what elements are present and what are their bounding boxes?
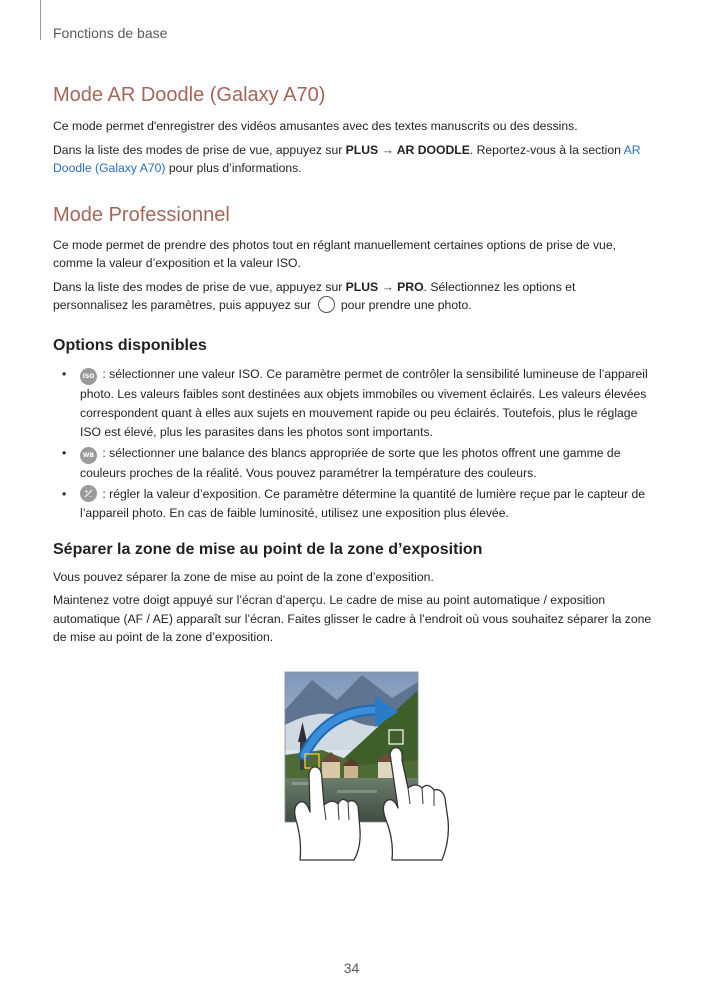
option-iso (53, 365, 653, 442)
section-header: Fonctions de base (53, 25, 168, 41)
separate-zones-intro: Vous pouvez séparer la zone de mise au point de la zone d’exposition. (53, 569, 434, 584)
pro-mode-instructions (53, 278, 653, 315)
option-wb (53, 444, 653, 483)
ar-doodle-instr-text-2: . Reportez-vous à la section (469, 142, 624, 157)
ar-doodle-instr-text: Dans la liste des modes de prise de vue, appuyez sur (53, 142, 346, 157)
exposure-icon (80, 485, 97, 502)
option-wb-text: : sélectionner une balance des blancs appropriée de sorte que les photos offrent une gamme de couleurs proches de la réalité. Vous pouvez paramétrer la température des couleurs. (80, 445, 621, 480)
pro-instr-text-2: . Sélectionnez les options et personnalisez les paramètres, puis appuyez sur (53, 279, 576, 312)
options-list (53, 365, 653, 523)
pro-instr-text: Dans la liste des modes de prise de vue, appuyez sur (53, 279, 346, 294)
plus-label: PLUS (345, 142, 379, 157)
ar-doodle-section-link[interactable]: AR Doodle (Galaxy A70) (53, 142, 641, 175)
svg-text:-: - (89, 493, 92, 500)
option-exposure (53, 485, 653, 523)
arrow-glyph: → (378, 142, 397, 157)
ar-doodle-intro: Ce mode permet d'enregistrer des vidéos amusantes avec des textes manuscrits ou des dessins. (53, 119, 578, 133)
bullet: • (62, 445, 67, 460)
separate-zones-heading: Séparer la zone de mise au point de la zone d’exposition (53, 540, 483, 558)
pro-mode-label: PRO (397, 279, 424, 294)
option-iso-text: : sélectionner une valeur ISO. Ce paramètre permet de contrôler la sensibilité lumineuse de l’appareil photo. Les valeurs faibles sont destinées aux objets immobiles ou vivement éclairés. Les valeurs élevées correspondent quant à elles aux sujets en mouvement rapide ou peu éclairés. Toutefois, plus le réglage ISO est élevé, plus les parasites dans les photos sont importants. (80, 366, 648, 439)
header-rule (40, 0, 41, 40)
options-heading: Options disponibles (53, 336, 207, 354)
option-exposure-text: : régler la valeur d’exposition. Ce paramètre détermine la quantité de lumière reçue par le capteur de l’appareil photo. En cas de faible luminosité, utilisez une exposition plus élevée. (80, 486, 646, 520)
pro-instr-text-3: pour prendre une photo. (337, 298, 472, 312)
shutter-button-icon (318, 296, 335, 313)
ar-doodle-instructions (53, 141, 653, 178)
ar-doodle-instr-text-3: pour plus d’informations. (165, 161, 302, 175)
pro-mode-heading: Mode Professionnel (53, 203, 230, 226)
bullet: • (62, 486, 67, 501)
iso-icon: ISO (80, 368, 97, 385)
pro-mode-intro: Ce mode permet de prendre des photos tout en réglant manuellement certaines options de prise de vue, comme la valeur d’exposition et la valeur ISO. (53, 237, 616, 270)
separate-zones-instructions: Maintenez votre doigt appuyé sur l’écran d’aperçu. Le cadre de mise au point automatique / exposition automatique (AF / AE) apparaît sur l’écran. Faites glisser le cadre à l’endroit où vous souhaitez séparer la zone de mise au point de la zone d’exposition. (53, 593, 652, 644)
page-number: 34 (343, 960, 360, 976)
page-content (53, 82, 653, 647)
ar-doodle-mode-label: AR DOODLE (396, 142, 470, 157)
bullet: • (62, 366, 67, 381)
focus-exposure-illustration (282, 670, 472, 865)
plus-label: PLUS (345, 279, 379, 294)
white-balance-icon: WB (80, 447, 97, 464)
arrow-glyph: → (378, 279, 398, 294)
svg-text:+: + (84, 488, 89, 495)
ar-doodle-heading: Mode AR Doodle (Galaxy A70) (53, 84, 326, 106)
